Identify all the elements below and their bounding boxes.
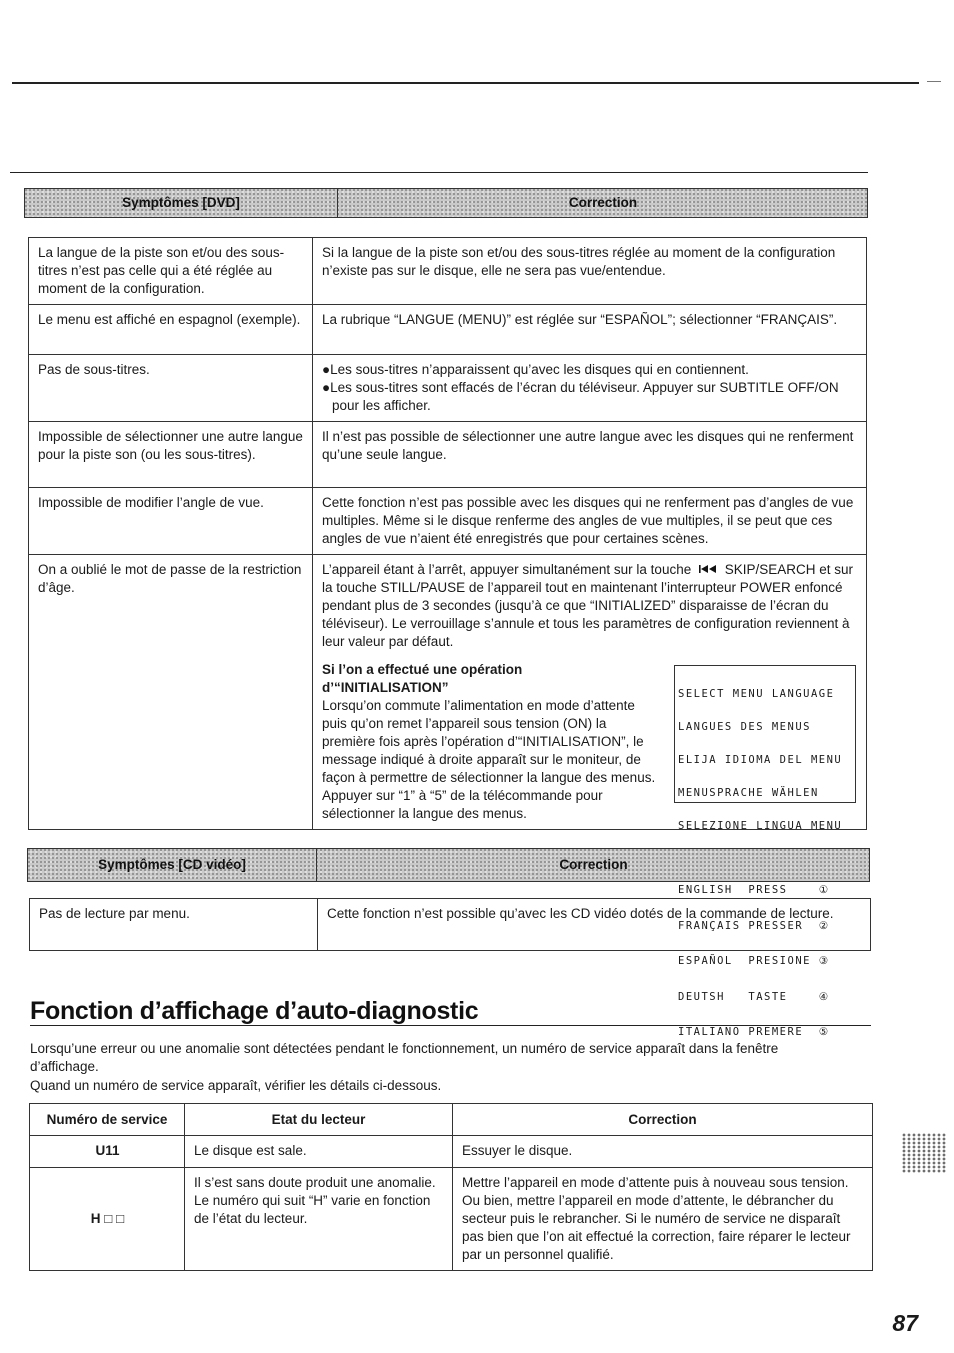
skip-search-back-icon bbox=[698, 561, 718, 579]
table-row bbox=[30, 1168, 873, 1271]
symptom-cell: Le menu est affiché en espagnol (exemple). bbox=[29, 305, 313, 355]
title-underline bbox=[30, 1025, 871, 1026]
table-row bbox=[29, 238, 867, 305]
menu-option-francais: FRANÇAIS PRESSER ② bbox=[678, 919, 830, 932]
symptom-cell: Impossible de modifier l’angle de vue. bbox=[29, 488, 313, 555]
section-title: Fonction d’affichage d’auto-diagnostic bbox=[30, 997, 479, 1025]
cd-correction-heading: Correction bbox=[559, 857, 628, 872]
correction-cell: Si la langue de la piste son et/ou des sous-titres réglée au moment de la configuration n’existe pas sur le disque, elle ne sera pas vue/entendue. bbox=[313, 238, 867, 305]
correction-cell: Essuyer le disque. bbox=[453, 1136, 873, 1168]
symptom-cell: Pas de sous-titres. bbox=[29, 355, 313, 422]
top-rule bbox=[12, 82, 919, 84]
correction-cell: La rubrique “LANGUE (MENU)” est réglée sur “ESPAÑOL”; sélectionner “FRANÇAIS”. bbox=[313, 305, 867, 355]
table-row bbox=[30, 1136, 873, 1168]
correction-cell bbox=[313, 355, 867, 422]
menu-header-line: SELEZIONE LINGUA MENU bbox=[678, 820, 843, 832]
player-state-cell: Le disque est sale. bbox=[185, 1136, 453, 1168]
service-number-table bbox=[29, 1103, 873, 1271]
correction-main-text: SKIP/SEARCH et sur la touche STILL/PAUSE de l’appareil tout en maintenant l’interrupteur POWER enfoncé pendant plus de 3 secondes (jusqu’à ce que “INITIALIZED” disparaisse de l’écran du téléviseur). Le verrouillage s’annule et tous les paramètres de configuration reviennent à leur valeur par défaut. bbox=[322, 562, 854, 650]
menu-option-espanol: ESPAÑOL PRESIONE ③ bbox=[678, 955, 830, 967]
top-rule-extension bbox=[927, 81, 941, 82]
intro-paragraph: Lorsqu’une erreur ou une anomalie sont détectées pendant le fonctionnement, un numéro de service apparaît dans la fenêtre d’affichage. bbox=[30, 1041, 779, 1074]
bullet-item: ●Les sous-titres sont effacés de l’écran du téléviseur. Appuyer sur SUBTITLE OFF/ON pour les afficher. bbox=[322, 380, 839, 413]
correction-text bbox=[322, 561, 858, 651]
table-row bbox=[29, 355, 867, 422]
table-row bbox=[29, 422, 867, 488]
page-number: 87 bbox=[892, 1310, 918, 1336]
column-header: Numéro de service bbox=[30, 1104, 185, 1136]
menu-option-english: ENGLISH PRESS ① bbox=[678, 884, 830, 896]
menu-option-deutsch: DEUTSH TASTE ④ bbox=[678, 990, 830, 1003]
dvd-correction-heading: Correction bbox=[568, 195, 638, 210]
symptom-cell: Impossible de sélectionner une autre langue pour la piste son (ou les sous-titres). bbox=[29, 422, 313, 488]
section-rule bbox=[10, 172, 868, 173]
intro-paragraph: Quand un numéro de service apparaît, vérifier les détails ci-dessous. bbox=[30, 1078, 442, 1093]
menu-option-italiano: ITALIANO PREMERE ⑤ bbox=[678, 1026, 830, 1038]
menu-language-screen bbox=[674, 665, 856, 1038]
cd-troubleshooting-table bbox=[29, 898, 871, 951]
table-row bbox=[29, 488, 867, 555]
dvd-symptoms-heading: Symptômes [DVD] bbox=[122, 195, 240, 210]
symptom-cell: Pas de lecture par menu. bbox=[30, 899, 318, 951]
menu-header-line: ELIJA IDIOMA DEL MENU bbox=[678, 754, 843, 766]
symptom-cell: La langue de la piste son et/ou des sous-titres n’est pas celle qui a été réglée au moment de la configuration. bbox=[29, 238, 313, 305]
column-header: Correction bbox=[453, 1104, 873, 1136]
menu-header-line: MENUSPRACHE WÄHLEN bbox=[678, 787, 819, 799]
table-row bbox=[30, 899, 871, 951]
cd-table-header bbox=[27, 848, 870, 882]
correction-cell: Cette fonction n’est pas possible avec les disques qui ne renferment pas d’angles de vue multiples. Même si le disque renferme des angles de vue multiples, il se peut que ces angles de vue n’aient été enregistrés que pour certaines scènes. bbox=[313, 488, 867, 555]
cd-symptoms-heading: Symptômes [CD vidéo] bbox=[98, 857, 246, 872]
correction-pre-text: L’appareil étant à l’arrêt, appuyer simultanément sur la touche bbox=[322, 562, 692, 577]
menu-header-line: LANGUES DES MENUS bbox=[678, 721, 811, 733]
table-row bbox=[29, 305, 867, 355]
initialisation-subtitle: Si l’on a effectué une opération d’“INITIALISATION” bbox=[322, 662, 523, 696]
table-header-row bbox=[30, 1104, 873, 1136]
initialisation-note bbox=[322, 661, 658, 823]
correction-cell: Cette fonction n’est possible qu’avec les CD vidéo dotés de la commande de lecture. bbox=[318, 899, 871, 951]
service-code: U11 bbox=[30, 1136, 185, 1168]
player-state-cell: Il s’est sans doute produit une anomalie. Le numéro qui suit “H” varie en fonction de l’état du lecteur. bbox=[185, 1168, 453, 1271]
symptom-cell: On a oublié le mot de passe de la restriction d’âge. bbox=[29, 555, 313, 830]
menu-header-line: SELECT MENU LANGUAGE bbox=[678, 688, 835, 700]
correction-cell: Mettre l’appareil en mode d’attente puis à nouveau sous tension. Ou bien, mettre l’appareil en mode d’attente, le débrancher du secteur puis le rebrancher. Si le numéro de service ne disparaît pas bien que l’on ait effectué la correction, faire réparer le lecteur par un personnel qualifié. bbox=[453, 1168, 873, 1271]
dvd-table-header bbox=[24, 188, 868, 218]
bullet-item: ●Les sous-titres n’apparaissent qu’avec les disques qui en contiennent. bbox=[322, 362, 749, 377]
page-edge-index-mark bbox=[902, 1133, 946, 1173]
service-code: H □ □ bbox=[30, 1168, 185, 1271]
correction-cell: Il n’est pas possible de sélectionner une autre langue avec les disques qui ne renferment qu’une seule langue. bbox=[313, 422, 867, 488]
column-header: Etat du lecteur bbox=[185, 1104, 453, 1136]
initialisation-text: Lorsqu’on commute l’alimentation en mode d’attente puis qu’on remet l’appareil sous tension (ON) la première fois après l’opération d’“INITIALISATION”, le message indiqué à droite apparaît sur le moniteur, de façon à permettre de sélectionner la langue des menus. Appuyer sur “1” à “5” de la télécommande pour sélectionner la langue des menus. bbox=[322, 698, 656, 822]
